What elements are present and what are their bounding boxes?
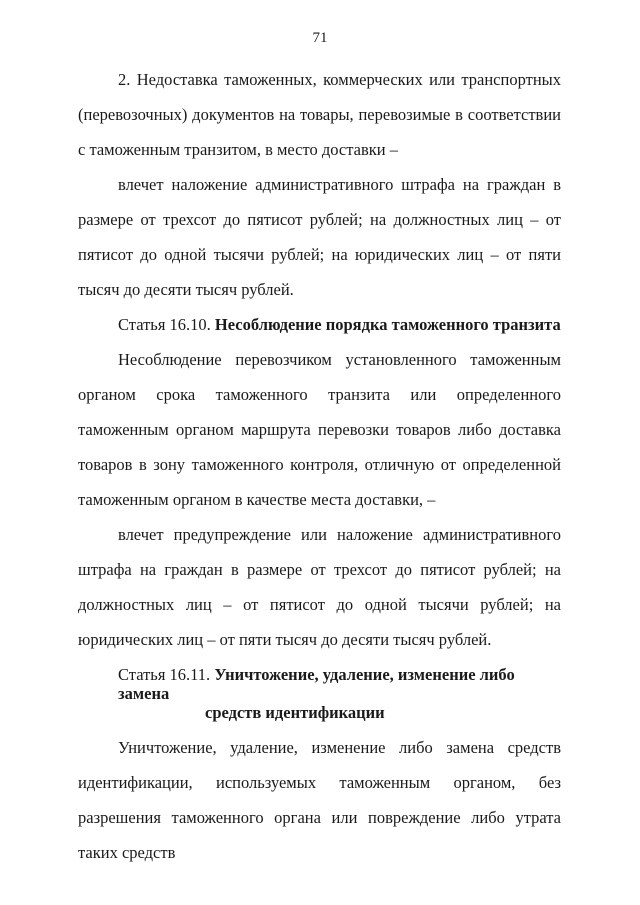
article-title: Несоблюдение порядка таможенного транзита (214, 315, 561, 334)
article-heading-16-11 (78, 657, 561, 730)
article-number: Статья 16.11. (118, 665, 211, 684)
page-number: 71 (312, 30, 328, 46)
paragraph-penalty-2: влечет предупреждение или наложение административного штрафа на граждан в размере от трехсот до пятисот рублей; на должностных лиц – от пятисот до одной тысячи рублей; на юридических лиц – от пяти тысяч до десяти тысяч рублей. (78, 525, 561, 649)
paragraph-transit-violation: Несоблюдение перевозчиком установленного таможенным органом срока таможенного транзита или определенного таможенным органом маршрута перевозки товаров либо доставка товаров в зону таможенного контроля, отличную от определенной таможенным органом в качестве места доставки, – (78, 350, 561, 509)
paragraph-penalty-1: влечет наложение административного штрафа на граждан в размере от трехсот до пятисот рублей; на должностных лиц – от пятисот до одной тысячи рублей; на юридических лиц – от пяти тысяч до десяти тысяч рублей. (78, 175, 561, 299)
article-title-line1: Уничтожение, удаление, изменение либо замена (118, 665, 515, 703)
paragraph-non-delivery: 2. Недоставка таможенных, коммерческих или транспортных (перевозочных) документов на товары, перевозимые в соответствии с таможенным транзитом, в место доставки – (78, 70, 561, 159)
article-title-line2: средств идентификации (205, 703, 385, 722)
article-number: Статья 16.10. (118, 315, 211, 334)
article-heading-16-10 (78, 307, 561, 342)
paragraph-identification-means: Уничтожение, удаление, изменение либо замена средств идентификации, используемых таможенным органом, без разрешения таможенного органа или повреждение либо утрата таких средств (78, 738, 561, 862)
document-body (78, 62, 561, 870)
